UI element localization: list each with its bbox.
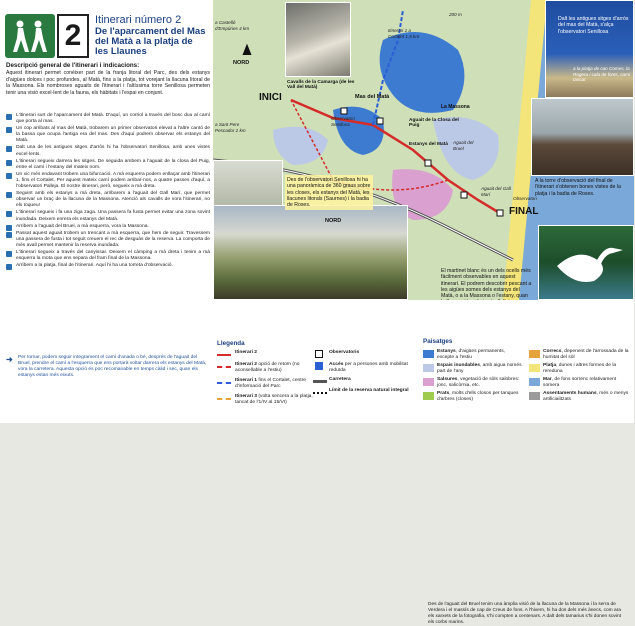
legend-item: Espais inundables, amb aigua només part de l'any bbox=[437, 363, 522, 374]
obs-final-label: Observatori bbox=[513, 196, 537, 201]
swatch-platja bbox=[529, 364, 540, 372]
step-bullet-icon bbox=[6, 160, 12, 166]
start-label: INICI bbox=[259, 92, 282, 103]
route1-line-icon bbox=[217, 382, 231, 384]
lagoon-photo bbox=[213, 205, 408, 300]
caption-martinet: El martinet blanc és un dels ocells més fàcilment observables en aquest itinerari. El podrem descobrir pescant a les aigües somes dels estanys del Matà, o a la Massona o l'estany, quan bbox=[441, 268, 532, 300]
castello-label: a Castelló d'Empúries 4 km bbox=[215, 20, 250, 31]
accessible-icon bbox=[315, 362, 323, 370]
step-bullet-icon bbox=[6, 173, 12, 179]
platja-corner-label: a la platja de can Comes, la Rogera i cala de fonts, camí tancat bbox=[573, 66, 631, 82]
description-heading: Descripció general de l'itinerari i indicacions: bbox=[6, 62, 140, 69]
legend-item: Salsures, vegetació de sòls salobres: jonc, salicòrnia, etc. bbox=[437, 377, 520, 388]
step-bullet-icon bbox=[6, 232, 12, 238]
step-item: Un xic més endavant trobem una bifurcació. A mà esquerra podem enllaçar amb l'itinerari 1, fins el Cortalet. Per aquest mateix camí podem arribar-nos, a quatre passes d'aquí, a l'observatori Palleja. El nostre itinerari, però, segueix a mà dreta. bbox=[6, 172, 210, 190]
step-bullet-icon bbox=[6, 211, 12, 217]
camarga-label: Cavalls de la Camarga (de les Vall del Matà) bbox=[287, 80, 355, 90]
legend-item: Accés per a persones amb mobilitat reduïda bbox=[329, 362, 408, 373]
hiking-icon bbox=[5, 14, 55, 58]
closa-label: Aguait de la Closa del Puig bbox=[409, 118, 459, 128]
gall-mari-label: Aguait del Gall Marí bbox=[481, 186, 511, 197]
north-label: NORD bbox=[325, 218, 342, 224]
step-bullet-icon bbox=[6, 251, 12, 257]
legend-item: Platja, dunes i altres formes de la rereduna bbox=[543, 363, 617, 374]
caption-senillosa: Des de l'observatori Senillosa hi ha una panoràmica de 360 graus sobre les closes, els estanys del Matà, les llacunes litorals (Saurnes) i la badia de Roses. bbox=[285, 175, 373, 210]
observatory-photo bbox=[531, 98, 634, 176]
route2-return-line-icon bbox=[217, 366, 231, 368]
landscapes-heading: Paisatges bbox=[423, 338, 453, 345]
st-pere-label: a Sant Pere Pescador 2 km bbox=[215, 122, 246, 133]
arrow-icon: ➜ bbox=[6, 355, 13, 364]
return-note: ➜ Per tornar, podem seguir integrament el camí d'anada o bé, després de l'aguait del Bruel, prendre el camí a l'esquerra que ens portarà voltar darrera els estanys del Matà, vora la carretera. Aquesta opció és poc recomanable en temps càlid i sec, quan els estanys estan més eixuts. bbox=[6, 355, 207, 379]
horses-photo bbox=[285, 2, 351, 77]
swatch-prats bbox=[423, 392, 434, 400]
legend-item: Itinerari 3 (volta sencera a la platja, tancat de l'1/IV al 15/VI) bbox=[235, 394, 313, 405]
reserve-limit-line-icon bbox=[313, 392, 327, 394]
legend-heading: Llegenda bbox=[217, 340, 245, 347]
route-map bbox=[213, 0, 634, 300]
itinerary-title: De l'aparcament del Mas del Matà a la platja de les Llaunes bbox=[95, 26, 206, 57]
legend-item: Correcs, depenent de l'arrossada de la humitat del sòl bbox=[543, 349, 629, 360]
step-bullet-icon bbox=[6, 146, 12, 152]
legend-item: Itinerari 1 fins el Cortalet, centre d'informació del Parc bbox=[235, 378, 306, 389]
massona-label: La Massona bbox=[441, 104, 470, 110]
obs-senillosa-label: Observatori Senillosa bbox=[331, 116, 355, 127]
legend-item: Mar, de fons sorrenc relativament somera bbox=[543, 377, 617, 388]
step-item: L'itinerari segueix i fa una ziga zaga. Una passera fa fusta permet evitar una zona sovint inundada. Deixem enrera els estanys del Matà. bbox=[6, 210, 210, 222]
step-item: Passat aquest aguait trobem un trencant a mà esquerra, que hem de seguir. Travessem una passera de fusta i tot seguit creuem el rec de desguàs de la reserva. La comporta de més avall permet mantenir la reserva inundada. bbox=[6, 231, 210, 249]
legend-item: Itinerari 2 bbox=[235, 350, 258, 355]
caption-beach-tower: A la torre d'observació del final de l'itinerari s'obtenen bones vistes de la platja i la badia de Roses. bbox=[535, 178, 621, 197]
swatch-inundables bbox=[423, 364, 434, 372]
legend-item: Estanys, d'aigües permanents, excepte a l'estiu bbox=[437, 349, 506, 360]
swatch-salsures bbox=[423, 378, 434, 386]
bruel-label: Aguait del Bruel bbox=[453, 140, 474, 151]
swatch-correcs bbox=[529, 350, 540, 358]
step-bullet-icon bbox=[6, 225, 12, 231]
itinerary-label: Itinerari número 2 bbox=[95, 14, 182, 26]
mas-label: Mas del Matà bbox=[355, 94, 390, 100]
steps-list bbox=[6, 113, 210, 270]
caption-bruel: Des de l'aguait del Bruel tenim una àmplia visió de la llacuna de la Massona i la serra de Verdera i el massís de cap de Creus de fons. A l'hivern, hi ha dos dels més ànecs, com ara els xarxets de la fotografia, s'hi compten a centenars. A dalt dels tamarius s'hi donen sovint els corbs marins. bbox=[428, 602, 622, 625]
itinerari1-label: Itinerari 1 a Cortalet 1,5 km bbox=[388, 28, 420, 39]
swatch-estanys bbox=[423, 350, 434, 358]
step-bullet-icon bbox=[6, 127, 12, 133]
scale-label: 200 m bbox=[449, 12, 462, 17]
step-bullet-icon bbox=[6, 192, 12, 198]
legend-item: Assentaments humans, més o menys artificialitzats bbox=[543, 391, 629, 402]
step-item: Arribem a l'aguait del Bruel, a mà esquerra, vora la Massona. bbox=[6, 224, 210, 230]
egret-icon bbox=[539, 226, 635, 301]
legend-item: Prats, molts d'ells closos per tanques d'arbres (closes) bbox=[437, 391, 519, 402]
step-item: Arribem a la platja, final de l'itinerari. Aquí hi ha una torreta d'observació. bbox=[6, 263, 210, 269]
legend-item: Itinerari 2 opció de retorn (no aconsellable a l'estiu) bbox=[235, 362, 300, 373]
description-intro: Aquest itinerari permet conèixer part de la franja litoral del Parc, des dels estanys d'aigües dolces i poc profundes, al Matà, fins a la platja, tot vorejant la llacuna litoral de la Massona. Els nombroses aguaits de l'itinerari i l'altíssima torre Senillosa permeten tenir una visió excel·lent de la fauna, els hàbitats i l'espai en conjunt. bbox=[6, 70, 210, 96]
route3-line-icon bbox=[217, 398, 231, 400]
itinerary-number: 2 bbox=[57, 14, 89, 58]
north-label: NORD bbox=[233, 60, 250, 66]
header bbox=[5, 10, 210, 66]
step-bullet-icon bbox=[6, 264, 12, 270]
legend-item: Observatoris bbox=[329, 350, 360, 355]
caption-sitges: Dalt les antigues sitges d'arròs del mas del Matà, s'alça l'observatori Senillosa bbox=[558, 16, 629, 35]
beach-tower-photo bbox=[545, 0, 634, 98]
swatch-mar bbox=[529, 378, 540, 386]
step-item: Un cop arribats al mas del Matà, trobarem un primer observatori elevat a l'altre cantó de la bassa que ocupa l'antiga era del mas. Des d'aquí podrem observar els estanys del Matà. bbox=[6, 126, 210, 144]
route2-line-icon bbox=[217, 354, 231, 356]
observatory-icon bbox=[315, 350, 323, 358]
legend-area bbox=[213, 300, 634, 625]
estany-mata-label: Estanys del Matà bbox=[409, 142, 448, 147]
road-line-icon bbox=[313, 380, 327, 383]
description-column bbox=[0, 0, 212, 423]
step-bullet-icon bbox=[6, 114, 12, 120]
step-item: L'itinerari segueix a través del canyissar. Deixem el càmping a mà dreta i tenim a mà esquerra la mota que ens separa del fram final de la Massona. bbox=[6, 250, 210, 262]
step-item: Seguint amb els estanys a mà dreta, arribarem a l'aguait del Gall Marí, que permet observar un braç de la llacuna de la Massona. Atenció als cavalls de vora l'itinerari, no els toqueu! bbox=[6, 191, 210, 209]
step-item: L'itinerari surt de l'aparcament del Matà. D'aquí, un corriol a través del bosc duu al camí que porta al mas. bbox=[6, 113, 210, 125]
legend-item: Límit de la reserva natural integral bbox=[329, 388, 409, 393]
swatch-assentaments bbox=[529, 392, 540, 400]
step-item: L'itinerari segueix darrera les sitges. De seguida ambem a l'aguait de la closa del Puig, entre el camí i l'estany del mateix nom. bbox=[6, 159, 210, 171]
end-label: FINAL bbox=[509, 206, 539, 217]
egret-photo bbox=[538, 225, 634, 300]
step-item: Dalt una de les antigues sitges d'arròs hi ha l'observatori Senillosa, amb unes vistes excel·lents. bbox=[6, 145, 210, 157]
legend-item: Carretera bbox=[329, 377, 351, 382]
